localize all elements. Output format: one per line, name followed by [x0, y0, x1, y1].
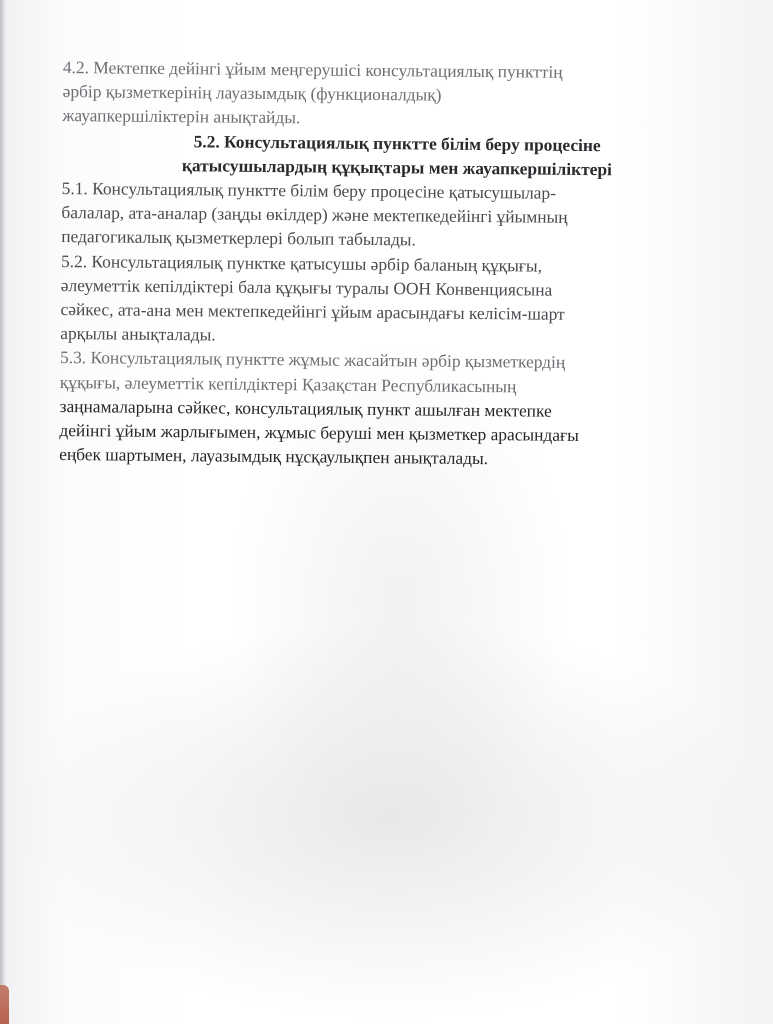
section-heading-5-2 — [62, 128, 712, 183]
text-line: 5.2. Консультациялық пунктке қатысушы әрбір баланың құқығы, — [60, 250, 543, 276]
heading-line: 5.2. Консультациялық пунктте білім беру процесіне — [193, 130, 601, 155]
paragraph-5-2 — [60, 249, 711, 352]
page-edge-shadow — [0, 0, 6, 1024]
text-line: 5.1. Консультациялық пунктте білім беру процесіне қатысушылар- — [61, 178, 557, 203]
text-line: арқылы анықталады. — [60, 323, 216, 345]
text-line: заңнамаларына сәйкес, консультациялық пункт ашылған мектепке — [59, 395, 552, 421]
text-line: 5.3. Консультациялық пунктте жұмыс жасайтын әрбір қызметкердің — [60, 347, 566, 373]
heading-line: қатысушылардың құқықтары мен жауапкершіліктері — [181, 154, 613, 180]
text-line: құқығы, әлеуметтік кепілдіктері Қазақстан Республикасының — [59, 371, 517, 397]
text-line: балалар, ата-аналар (заңды өкілдер) және мектепкедейінгі ұйымның — [61, 202, 568, 228]
background-corner — [0, 985, 9, 1024]
text-line: әрбір қызметкерінің лауазымдық (функционалдық) — [62, 81, 442, 105]
text-line: жауапкершіліктерін анықтайды. — [62, 105, 301, 128]
paragraph-4-2 — [62, 55, 713, 134]
text-line: еңбек шартымен, лауазымдық нұсқаулықпен анықталады. — [59, 444, 489, 469]
text-line: сәйкес, ата-ана мен мектепкедейінгі ұйым арасындағы келісім-шарт — [60, 299, 565, 324]
text-line: әлеуметтік кепілдіктері бала құқығы туралы ООН Конвенциясына — [60, 274, 553, 300]
paragraph-5-1 — [61, 176, 712, 255]
text-line: дейінгі ұйым жарлығымен, жұмыс беруші мен қызметкер арасындағы — [59, 420, 579, 446]
paragraph-5-3 — [59, 345, 710, 472]
text-line: педагогикалық қызметкерлері болып табылады. — [61, 226, 416, 250]
text-line: 4.2. Мектепке дейінгі ұйым меңгерушісі консультациялық пункттің — [62, 56, 563, 82]
document-body — [59, 55, 713, 473]
